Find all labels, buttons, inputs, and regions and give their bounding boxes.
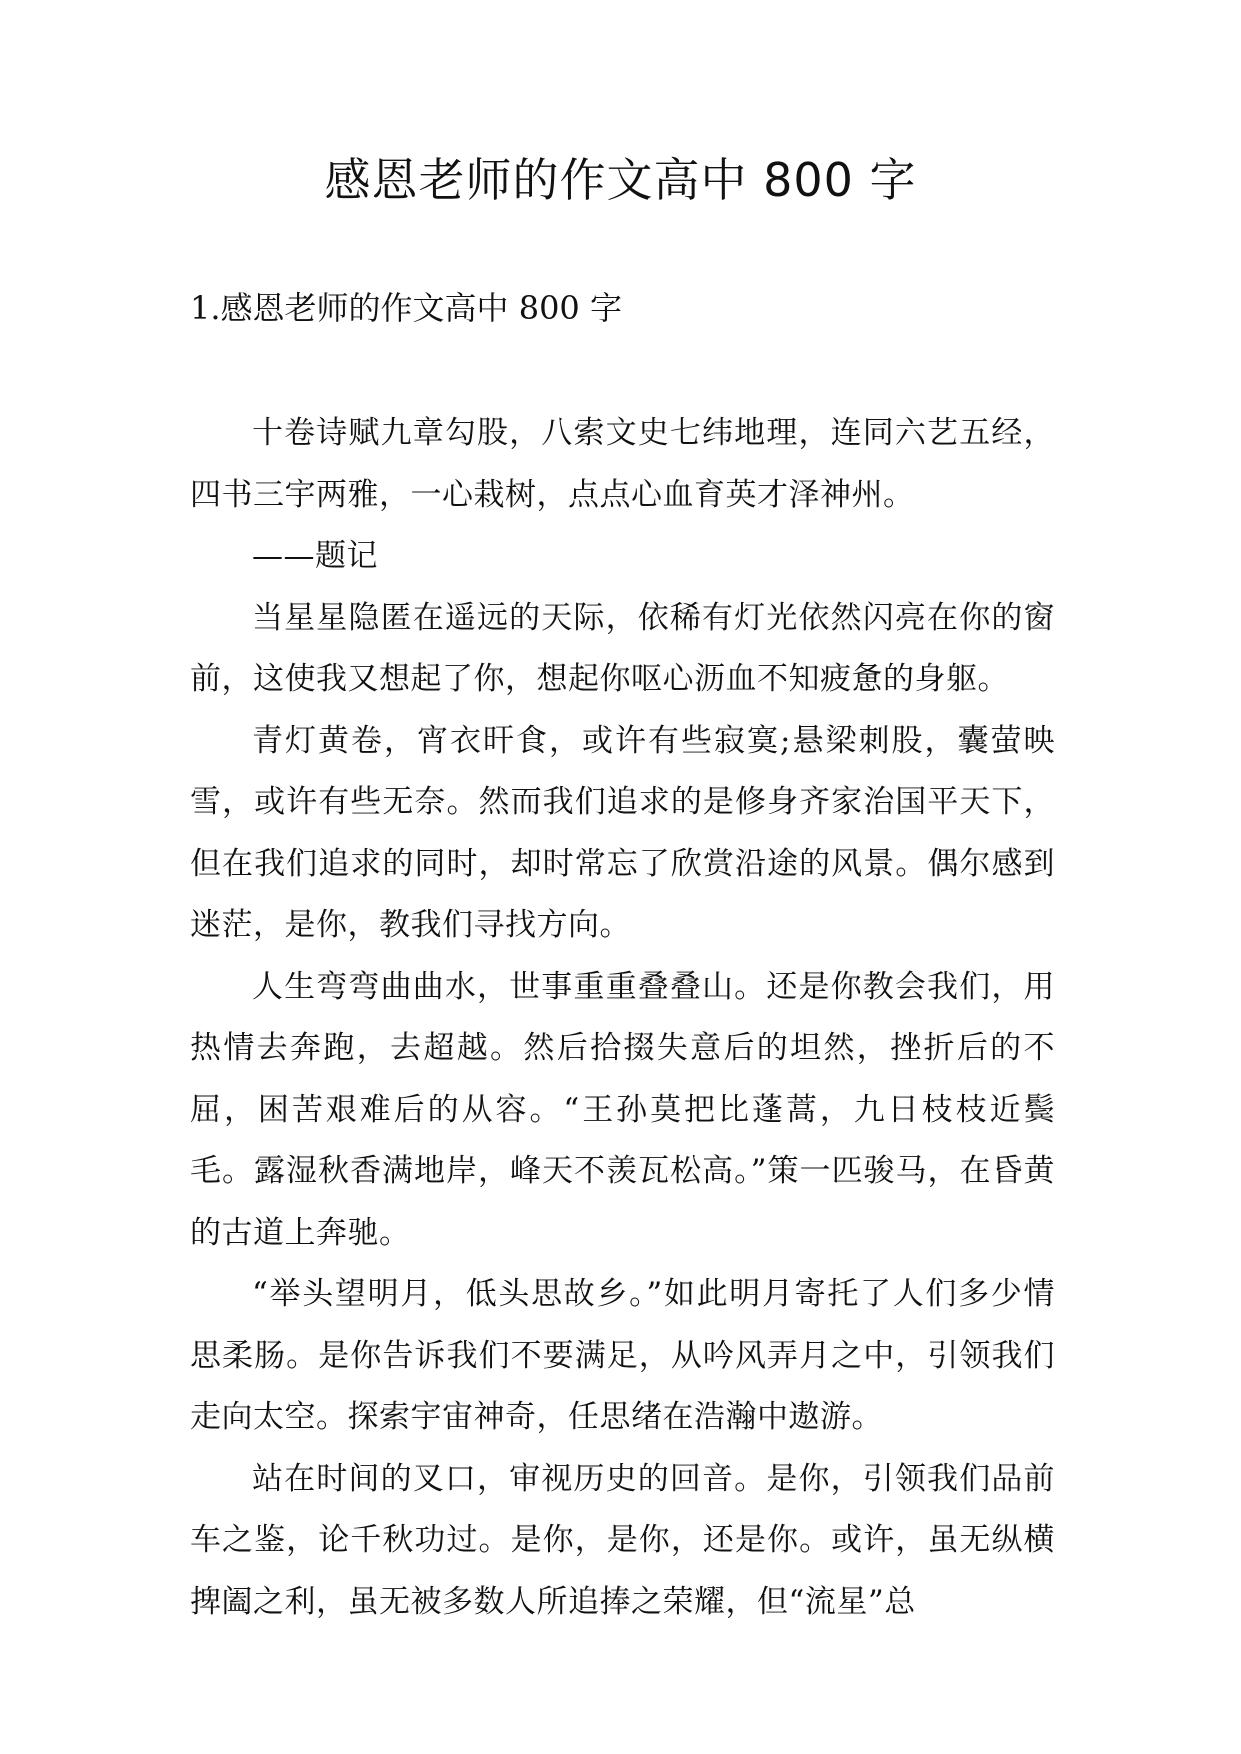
paragraph: 当星星隐匿在遥远的天际，依稀有灯光依然闪亮在你的窗前，这使我又想起了你，想起你呕心沥血不知疲惫的身躯。 xyxy=(190,599,1055,697)
paragraph: 青灯黄卷，宵衣旰食，或许有些寂寞;悬梁刺股，囊萤映雪，或许有些无奈。然而我们追求的是修身齐家治国平天下，但在我们追求的同时，却时常忘了欣赏沿途的风景。偶尔感到迷茫，是你，教我们寻找方向。 xyxy=(190,722,1055,943)
section-heading: 1.感恩老师的作文高中 800 字 xyxy=(190,289,622,327)
paragraph: 人生弯弯曲曲水，世事重重叠叠山。还是你教会我们，用热情去奔跑，去超越。然后拾掇失意后的坦然，挫折后的不屈，困苦艰难后的从容。“王孙莫把比蓬蒿，九日枝枝近鬓毛。露湿秋香满地岸，峰天不羡瓦松高。”策一匹骏马，在昏黄的古道上奔驰。 xyxy=(190,968,1055,1251)
paragraph: “举头望明月，低头思故乡。”如此明月寄托了人们多少情思柔肠。是你告诉我们不要满足，从吟风弄月之中，引领我们走向太空。探索宇宙神奇，任思绪在浩瀚中遨游。 xyxy=(190,1276,1055,1435)
document-body xyxy=(190,403,1055,1633)
paragraph: 站在时间的叉口，审视历史的回音。是你，引领我们品前车之鉴，论千秋功过。是你，是你，还是你。或许，虽无纵横捭阖之利，虽无被多数人所追捧之荣耀，但“流星”总 xyxy=(190,1460,1055,1620)
document-title: 感恩老师的作文高中 800 字 xyxy=(324,153,917,207)
paragraph-inscription-label: ——题记 xyxy=(252,538,378,574)
paragraph-inscription: 十卷诗赋九章勾股，八索文史七纬地理，连同六艺五经，四书三宇两雅，一心栽树，点点心血育英才泽神州。 xyxy=(190,415,1055,513)
